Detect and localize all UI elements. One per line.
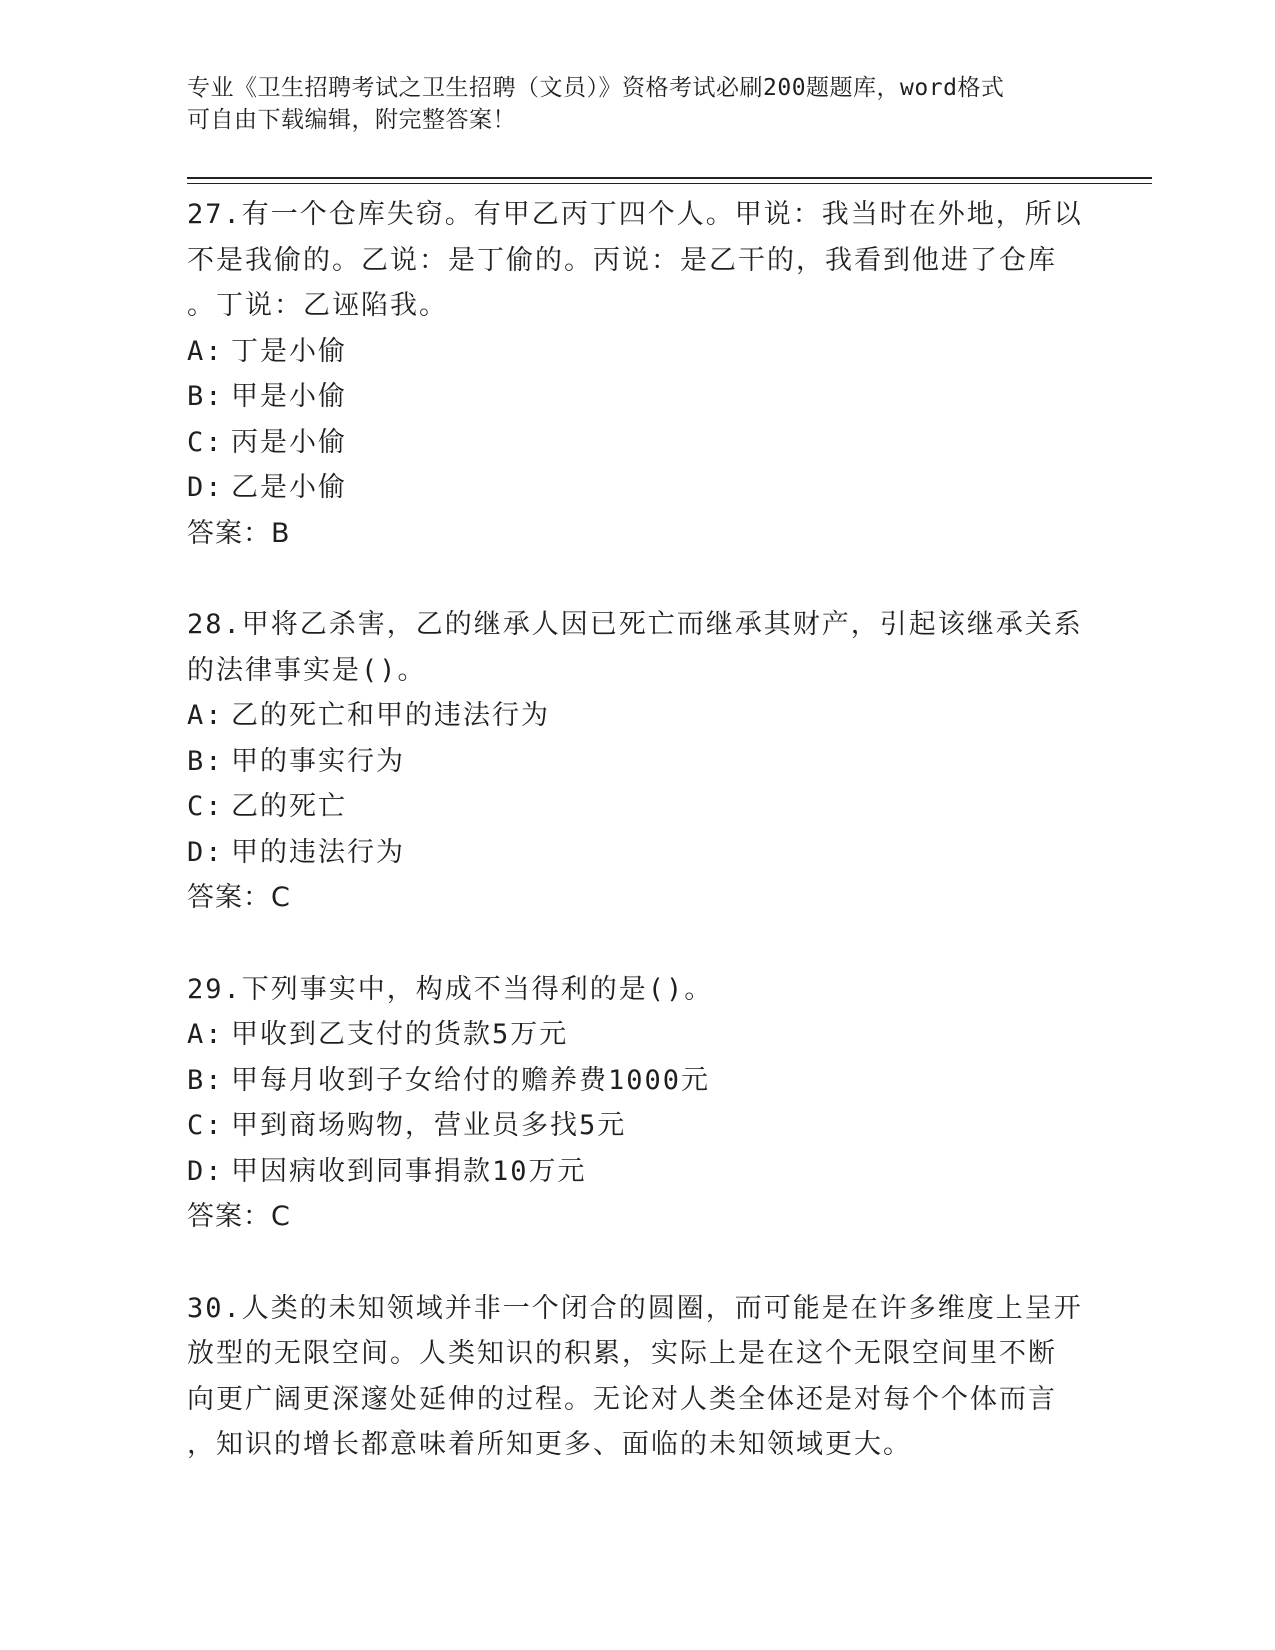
stem-line: 向更广阔更深邃处延伸的过程。无论对人类全体还是对每个个体而言 <box>187 1383 1057 1415</box>
question-stem <box>187 192 1087 329</box>
question-30 <box>187 1286 1087 1468</box>
option-text: 甲每月收到子女给付的赡养费1000元 <box>231 1064 711 1096</box>
option-d <box>187 830 1087 876</box>
answer-line: 答案：C <box>187 1201 291 1232</box>
option-key: B: <box>187 1064 224 1096</box>
option-a <box>187 329 1087 375</box>
option-key: B: <box>187 745 224 777</box>
option-text: 丁是小偷 <box>231 335 347 367</box>
header-divider-thin <box>187 183 1152 184</box>
answer-line: 答案：B <box>187 517 291 549</box>
option-key: C: <box>187 791 224 822</box>
question-stem <box>187 602 1087 693</box>
option-b <box>187 1058 1087 1104</box>
option-key: D: <box>187 836 224 868</box>
option-c <box>187 1103 1087 1149</box>
question-stem <box>187 967 1087 1013</box>
option-a <box>187 1012 1087 1058</box>
document-header <box>187 72 1067 136</box>
stem-line: 30.人类的未知领域并非一个闭合的圆圈，而可能是在许多维度上呈开 <box>187 1292 1083 1324</box>
option-b <box>187 739 1087 785</box>
option-text: 甲是小偷 <box>231 381 347 412</box>
option-text: 甲的违法行为 <box>231 836 405 868</box>
question-28 <box>187 602 1087 921</box>
question-stem <box>187 1286 1087 1468</box>
option-text: 乙是小偷 <box>231 472 347 503</box>
option-text: 乙的死亡 <box>231 791 347 822</box>
header-divider-thick <box>187 177 1152 179</box>
option-d <box>187 1149 1087 1195</box>
option-key: D: <box>187 1155 224 1187</box>
stem-line: ，知识的增长都意味着所知更多、面临的未知领域更大。 <box>187 1429 912 1460</box>
option-key: C: <box>187 426 224 458</box>
option-key: A: <box>187 700 224 731</box>
stem-line: 放型的无限空间。人类知识的积累，实际上是在这个无限空间里不断 <box>187 1338 1057 1369</box>
option-d <box>187 465 1087 511</box>
header-line-2: 可自由下载编辑，附完整答案！ <box>187 107 516 133</box>
option-key: C: <box>187 1110 224 1141</box>
option-key: B: <box>187 381 224 412</box>
stem-line: 。丁说：乙诬陷我。 <box>187 290 448 321</box>
stem-line: 29.下列事实中，构成不当得利的是()。 <box>187 973 714 1005</box>
stem-line: 不是我偷的。乙说：是丁偷的。丙说：是乙干的，我看到他进了仓库 <box>187 244 1057 276</box>
option-text: 甲收到乙支付的货款5万元 <box>231 1019 569 1050</box>
option-text: 丙是小偷 <box>231 426 347 458</box>
header-line-1: 专业《卫生招聘考试之卫生招聘（文员）》资格考试必刷200题题库，word格式 <box>187 75 1005 101</box>
question-29 <box>187 967 1087 1240</box>
option-text: 甲因病收到同事捐款10万元 <box>231 1155 587 1187</box>
option-a <box>187 693 1087 739</box>
stem-line: 的法律事实是()。 <box>187 654 427 686</box>
option-c <box>187 420 1087 466</box>
option-text: 乙的死亡和甲的违法行为 <box>231 700 550 731</box>
answer-line: 答案：C <box>187 882 291 913</box>
stem-line: 27.有一个仓库失窃。有甲乙丙丁四个人。甲说：我当时在外地，所以 <box>187 199 1083 230</box>
question-list <box>187 192 1087 1514</box>
option-key: A: <box>187 335 224 367</box>
option-text: 甲的事实行为 <box>231 745 405 777</box>
question-27 <box>187 192 1087 556</box>
stem-line: 28.甲将乙杀害，乙的继承人因已死亡而继承其财产，引起该继承关系 <box>187 609 1083 640</box>
option-b <box>187 374 1087 420</box>
option-text: 甲到商场购物，营业员多找5元 <box>231 1110 627 1141</box>
option-key: D: <box>187 472 224 503</box>
option-key: A: <box>187 1019 224 1050</box>
option-c <box>187 784 1087 830</box>
